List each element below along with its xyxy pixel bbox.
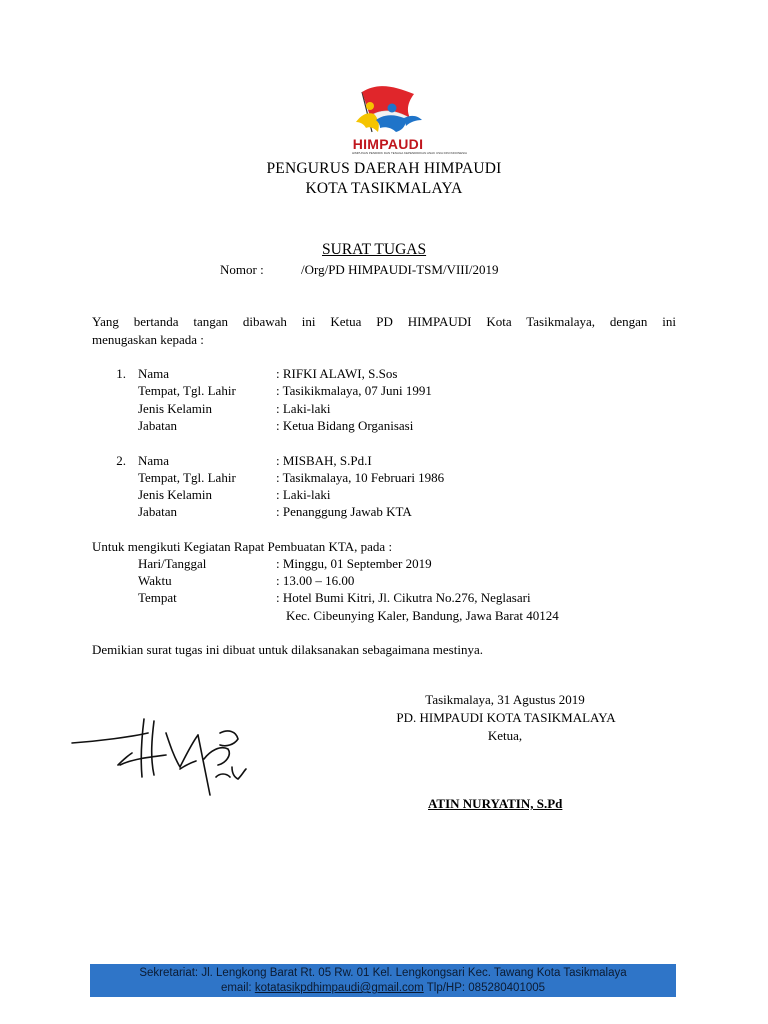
signature-role: Ketua, (487, 728, 523, 743)
person-1-position-value: : Ketua Bidang Organisasi (276, 418, 414, 433)
person-2-birth-label: Tempat, Tgl. Lahir (138, 470, 236, 485)
person-2-name-label: Nama (138, 453, 170, 468)
person-1-name-value: : RIFKI ALAWI, S.Sos (276, 366, 398, 381)
event-place-address-cont: Kec. Cibeunying Kaler, Bandung, Jawa Barat 40124 (286, 608, 559, 623)
event-date-label: Hari/Tanggal (138, 556, 207, 571)
closing-text: Demikian surat tugas ini dibuat untuk dilaksanakan sebagaimana mestinya. (92, 642, 483, 657)
event-time-label: Waktu (138, 573, 172, 588)
person-2-position-label: Jabatan (138, 504, 177, 519)
person-2-number: 2. (116, 453, 126, 468)
person-1-name-label: Nama (138, 366, 170, 381)
event-date-value: : Minggu, 01 September 2019 (276, 556, 432, 571)
event-place-value: : Hotel Bumi Kitri, Jl. Cikutra No.276, Neglasari (276, 590, 531, 605)
event-intro: Untuk mengikuti Kegiatan Rapat Pembuatan KTA, pada : (92, 539, 393, 554)
signature-place-date: Tasikmalaya, 31 Agustus 2019 (425, 692, 585, 707)
footer-contact (90, 981, 676, 996)
footer-phone: Tlp/HP: 085280401005 (426, 982, 546, 994)
footer-email-link[interactable]: kotatasikpdhimpaudi@gmail.com (254, 982, 424, 994)
person-2-birth-value: : Tasikmalaya, 10 Februari 1986 (276, 470, 445, 485)
footer-address: Sekretariat: Jl. Lengkong Barat Rt. 05 Rw. 01 Kel. Lengkongsari Kec. Tawang Kota Tasikmalaya (139, 967, 627, 979)
event-place-label: Tempat (138, 590, 177, 605)
signature-organization: PD. HIMPAUDI KOTA TASIKMALAYA (396, 710, 616, 725)
nomor-label: Nomor : (220, 262, 264, 277)
intro-line1: Yang bertanda tangan dibawah ini Ketua PD HIMPAUDI Kota Tasikmalaya, dengan ini (92, 314, 676, 329)
person-2-gender-label: Jenis Kelamin (138, 487, 213, 502)
person-1-birth-label: Tempat, Tgl. Lahir (138, 383, 236, 398)
person-1-position-label: Jabatan (138, 418, 177, 433)
handwritten-signature (70, 715, 250, 805)
person-1-gender-label: Jenis Kelamin (138, 401, 213, 416)
logo-text: HIMPAUDI (352, 136, 424, 152)
person-2-gender-value: : Laki-laki (276, 487, 331, 502)
org-heading-line1: PENGURUS DAERAH HIMPAUDI (266, 160, 502, 177)
event-time-value: : 13.00 – 16.00 (276, 573, 355, 588)
himpaudi-logo (348, 80, 467, 158)
footer-email-label: email: (220, 982, 252, 994)
person-2-position-value: : Penanggung Jawab KTA (276, 504, 412, 519)
person-1-birth-value: : Tasikikmalaya, 07 Juni 1991 (276, 383, 432, 398)
intro-line2: menugaskan kepada : (92, 332, 204, 347)
document-title: SURAT TUGAS (322, 241, 427, 258)
nomor-value: /Org/PD HIMPAUDI-TSM/VIII/2019 (301, 262, 499, 277)
person-1-number: 1. (116, 366, 126, 381)
logo-tagline: HIMPUNAN PENDIDIK DAN TENAGA KEPENDIDIKAN ANAK USIA DINI INDONESIA (352, 151, 467, 155)
footer-bar (90, 964, 676, 997)
person-2-name-value: : MISBAH, S.Pd.I (276, 453, 372, 468)
org-heading-line2: KOTA TASIKMALAYA (305, 180, 463, 197)
signatory-name: ATIN NURYATIN, S.Pd (428, 796, 563, 811)
person-1-gender-value: : Laki-laki (276, 401, 331, 416)
